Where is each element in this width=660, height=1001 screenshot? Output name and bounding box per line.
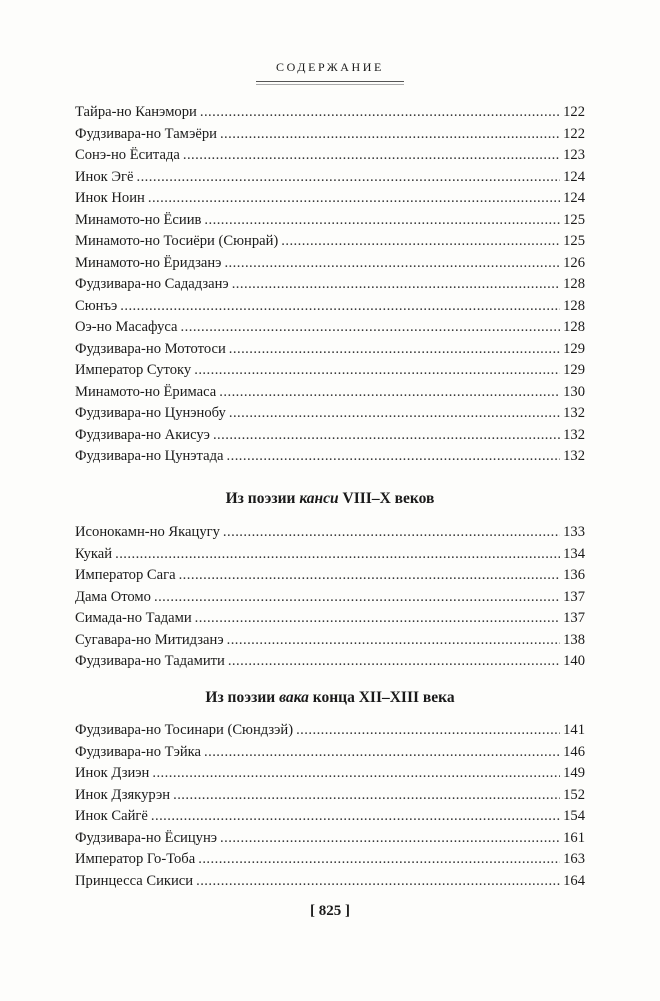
toc-entry (75, 210, 585, 232)
toc-entry-name: Инок Ноин (75, 190, 145, 206)
toc-entry-page: 122 (563, 104, 585, 120)
dot-leader (179, 565, 561, 587)
toc-entry-page: 152 (563, 786, 585, 803)
dot-leader (228, 651, 560, 673)
toc-entry-page: 122 (563, 125, 585, 142)
page-folio: [ 825 ] (310, 903, 350, 919)
toc-entry-page: 124 (563, 168, 585, 185)
toc-entry (75, 231, 585, 253)
dot-leader (204, 210, 560, 232)
dot-leader (136, 167, 560, 189)
toc-entry (75, 145, 585, 167)
toc-entry-name: Сугавара-но Митидзанэ (75, 631, 224, 648)
dot-leader (154, 587, 560, 609)
toc-entry (75, 565, 585, 587)
toc-entry-page: 140 (563, 653, 585, 669)
toc-entry-name: Инок Сайгё (75, 808, 148, 824)
toc-section-1 (75, 102, 585, 468)
toc-entry-name: Минамото-но Ёсиив (75, 211, 202, 228)
toc-entry (75, 544, 585, 566)
dot-leader (232, 274, 560, 296)
toc-section-3 (75, 720, 585, 892)
toc-entry-name: Тайра-но Канэмори (75, 104, 197, 120)
toc-entry-name: Фудзивара-но Цунэтада (75, 448, 224, 464)
toc-entry-name: Фудзивара-но Тэйка (75, 743, 201, 760)
toc-entry-name: Минамото-но Ёримаса (75, 383, 217, 400)
running-head-rule (256, 81, 404, 82)
toc-entry-name: Кукай (75, 545, 113, 562)
dot-leader (115, 544, 560, 566)
toc-entry-page: 164 (563, 872, 585, 889)
toc-entry-name: Фудзивара-но Тамэёри (75, 125, 217, 142)
toc-entry-name: Дама Отомо (75, 588, 151, 605)
toc-entry (75, 296, 585, 318)
toc-entry-name: Фудзивара-но Мототоси (75, 340, 226, 357)
toc-entry-name: Сюнъэ (75, 297, 118, 314)
toc-entry-page: 125 (563, 233, 585, 249)
section-title-prefix: Из поэзии (205, 689, 280, 706)
toc-entry-page: 125 (563, 211, 585, 228)
dot-leader (220, 124, 560, 146)
toc-entry-name: Оэ-но Масафуса (75, 319, 178, 335)
dot-leader (296, 720, 560, 742)
toc-entry-page: 136 (563, 567, 585, 583)
section-title-kansi (0, 490, 660, 508)
toc-entry-page: 124 (563, 190, 585, 206)
dot-leader (195, 608, 560, 630)
dot-leader (173, 785, 560, 807)
dot-leader (229, 403, 560, 425)
toc-entry-name: Фудзивара-но Ёсицунэ (75, 829, 218, 846)
toc-entry-name: Минамото-но Ёридзанэ (75, 254, 222, 271)
toc-entry-page: 154 (563, 808, 585, 824)
dot-leader (229, 339, 560, 361)
section-title-prefix: Из поэзии (225, 490, 300, 507)
toc-entry-name: Император Сага (75, 567, 176, 583)
toc-entry-page: 128 (563, 319, 585, 335)
toc-entry-page: 129 (563, 340, 585, 357)
toc-entry-page: 161 (563, 829, 585, 846)
toc-entry (75, 188, 585, 210)
dot-leader (148, 188, 560, 210)
toc-entry-page: 132 (563, 426, 585, 443)
dot-leader (194, 360, 560, 382)
toc-entry-name: Фудзивара-но Сададзанэ (75, 276, 229, 292)
toc-entry-page: 137 (563, 588, 585, 605)
toc-entry (75, 630, 585, 652)
dot-leader (151, 806, 560, 828)
section-title-suffix: VIII–X веков (338, 490, 435, 507)
dot-leader (227, 446, 561, 468)
section-title-italic: канси (299, 490, 339, 507)
dot-leader (227, 630, 561, 652)
section-title-vaka (0, 689, 660, 707)
toc-entry-name: Инок Дзиэн (75, 765, 150, 781)
toc-entry-page: 123 (563, 147, 585, 163)
toc-entry-name: Фудзивара-но Акисуэ (75, 426, 210, 443)
toc-entry (75, 522, 585, 544)
toc-entry-name: Сонэ-но Ёситада (75, 147, 180, 163)
dot-leader (224, 253, 560, 275)
dot-leader (181, 317, 561, 339)
toc-entry-page: 133 (563, 524, 585, 540)
toc-entry-page: 137 (563, 610, 585, 626)
toc-entry (75, 317, 585, 339)
dot-leader (152, 763, 560, 785)
dot-leader (120, 296, 560, 318)
toc-entry-page: 126 (563, 254, 585, 271)
toc-entry (75, 360, 585, 382)
dot-leader (200, 102, 560, 124)
toc-entry (75, 425, 585, 447)
dot-leader (223, 522, 560, 544)
toc-entry-name: Фудзивара-но Тадамити (75, 653, 225, 669)
toc-entry-name: Фудзивара-но Тосинари (Сюндзэй) (75, 722, 294, 738)
toc-entry (75, 720, 585, 742)
toc-entry (75, 102, 585, 124)
dot-leader (183, 145, 560, 167)
toc-entry-page: 146 (563, 743, 585, 760)
toc-entry-name: Исонокамн-но Якацугу (75, 524, 220, 540)
toc-entry-name: Минамото-но Тосиёри (Сюнрай) (75, 233, 279, 249)
toc-entry (75, 742, 585, 764)
toc-section-2 (75, 522, 585, 673)
toc-entry (75, 274, 585, 296)
toc-entry (75, 339, 585, 361)
toc-entry-name: Фудзивара-но Цунэнобу (75, 405, 226, 421)
toc-entry-page: 129 (563, 362, 585, 378)
dot-leader (281, 231, 560, 253)
toc-entry (75, 253, 585, 275)
toc-entry (75, 828, 585, 850)
toc-entry (75, 403, 585, 425)
toc-entry-page: 149 (563, 765, 585, 781)
dot-leader (204, 742, 560, 764)
toc-entry-page: 138 (563, 631, 585, 648)
toc-entry-name: Император Сутоку (75, 362, 192, 378)
toc-entry (75, 167, 585, 189)
section-title-italic: вака (279, 689, 309, 706)
toc-entry (75, 382, 585, 404)
toc-entry (75, 446, 585, 468)
toc-entry (75, 849, 585, 871)
toc-entry-page: 132 (563, 448, 585, 464)
toc-entry-page: 134 (563, 545, 585, 562)
section-title-suffix: конца XII–XIII века (308, 689, 455, 706)
toc-entry (75, 124, 585, 146)
toc-entry-name: Инок Дзякурэн (75, 786, 171, 803)
toc-entry-page: 128 (563, 297, 585, 314)
dot-leader (219, 382, 560, 404)
toc-entry-page: 130 (563, 383, 585, 400)
toc-entry-name: Император Го-Тоба (75, 851, 196, 867)
running-head: СОДЕРЖАНИЕ (276, 60, 384, 74)
toc-entry (75, 587, 585, 609)
toc-entry-page: 141 (563, 722, 585, 738)
toc-entry-name: Симада-но Тадами (75, 610, 192, 626)
dot-leader (220, 828, 560, 850)
toc-entry-name: Принцесса Сикиси (75, 872, 194, 889)
toc-entry-page: 132 (563, 405, 585, 421)
toc-entry (75, 806, 585, 828)
toc-entry (75, 651, 585, 673)
toc-entry-name: Инок Эгё (75, 168, 134, 185)
toc-entry (75, 785, 585, 807)
dot-leader (196, 871, 560, 893)
toc-entry (75, 763, 585, 785)
toc-entry (75, 871, 585, 893)
toc-entry (75, 608, 585, 630)
dot-leader (198, 849, 560, 871)
toc-entry-page: 163 (563, 851, 585, 867)
toc-entry-page: 128 (563, 276, 585, 292)
dot-leader (213, 425, 560, 447)
